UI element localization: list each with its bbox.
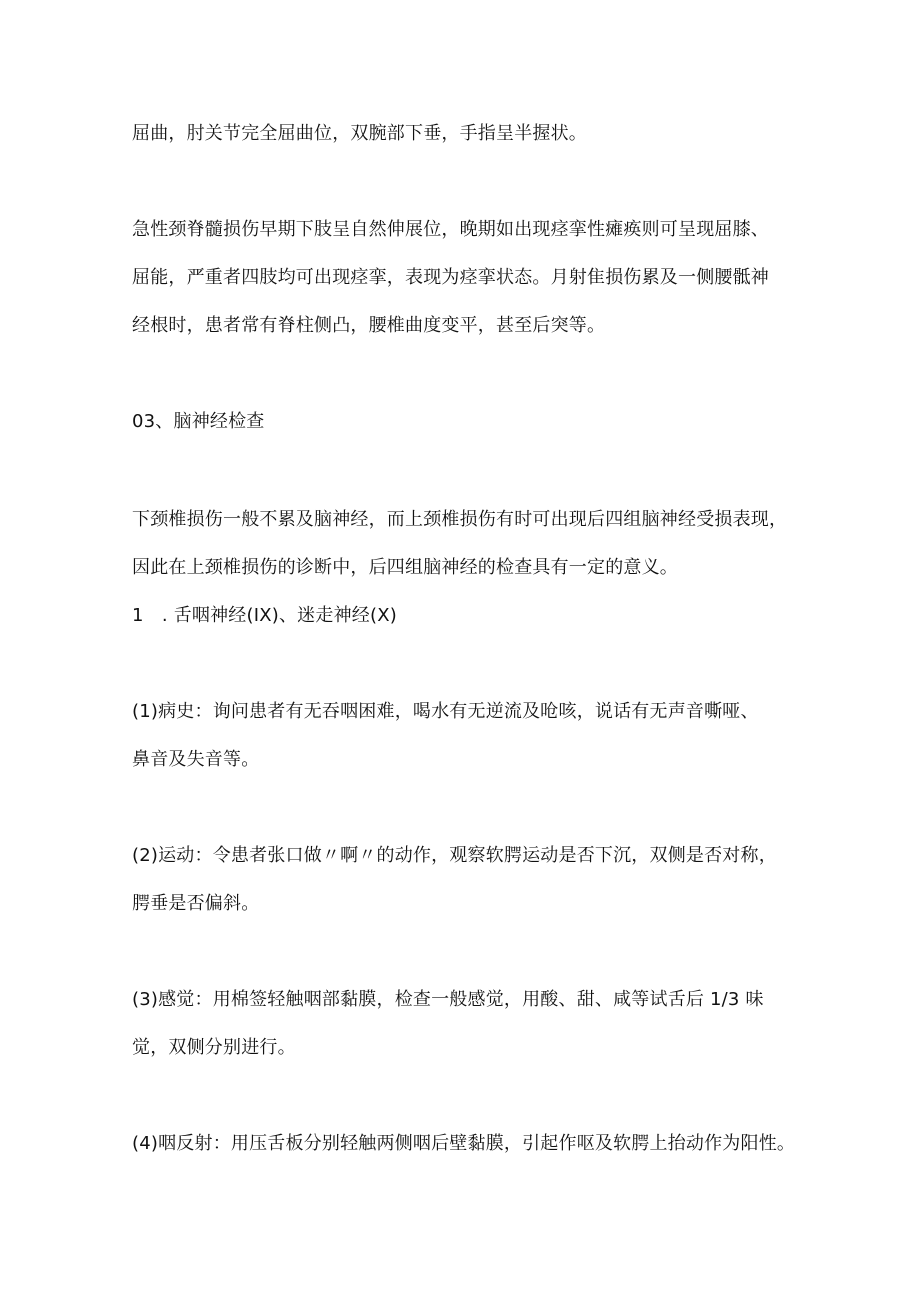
item-gag-reflex-line: (4)咽反射：用压舌板分别轻触两侧咽后壁黏膜，引起作呕及软腭上抬动作为阳性。 xyxy=(132,1133,796,1154)
item-history-line-2: 鼻音及失音等。 xyxy=(132,749,260,770)
paragraph-line-cranial-intro-1: 下颈椎损伤一般不累及脑神经，而上颈椎损伤有时可出现后四组脑神经受损表现， xyxy=(132,509,788,530)
item-motor-line-2: 腭垂是否偏斜。 xyxy=(132,893,260,914)
item-history-line-1: (1)病史：询问患者有无吞咽困难，喝水有无逆流及呛咳，说话有无声音嘶哑、 xyxy=(132,701,759,722)
item-sensory-line-2: 觉，双侧分别进行。 xyxy=(132,1037,296,1058)
subheading-glossopharyngeal-vagus: 1 . 舌咽神经(IX)、迷走神经(X) xyxy=(132,605,397,626)
paragraph-line-posture-upper-limb: 屈曲，肘关节完全屈曲位，双腕部下垂，手指呈半握状。 xyxy=(132,123,587,144)
section-heading-cranial-nerve-exam: 03、脑神经检查 xyxy=(132,411,265,432)
paragraph-line-lower-limb-2: 屈能，严重者四肢均可出现痉挛，表现为痉挛状态。月射隹损伤累及一侧腰骶神 xyxy=(132,267,769,288)
paragraph-line-cranial-intro-2: 因此在上颈椎损伤的诊断中，后四组脑神经的检查具有一定的意义。 xyxy=(132,557,678,578)
item-sensory-line-1: (3)感觉：用棉签轻触咽部黏膜，检查一般感觉，用酸、甜、咸等试舌后 1/3 味 xyxy=(132,989,764,1010)
item-motor-line-1: (2)运动：令患者张口做〃啊〃的动作，观察软腭运动是否下沉，双侧是否对称， xyxy=(132,845,777,866)
paragraph-line-lower-limb-1: 急性颈脊髓损伤早期下肢呈自然伸展位，晚期如出现痉挛性瘫痪则可呈现屈膝、 xyxy=(132,219,769,240)
paragraph-line-lower-limb-3: 经根时，患者常有脊柱侧凸，腰椎曲度变平，甚至后突等。 xyxy=(132,315,606,336)
